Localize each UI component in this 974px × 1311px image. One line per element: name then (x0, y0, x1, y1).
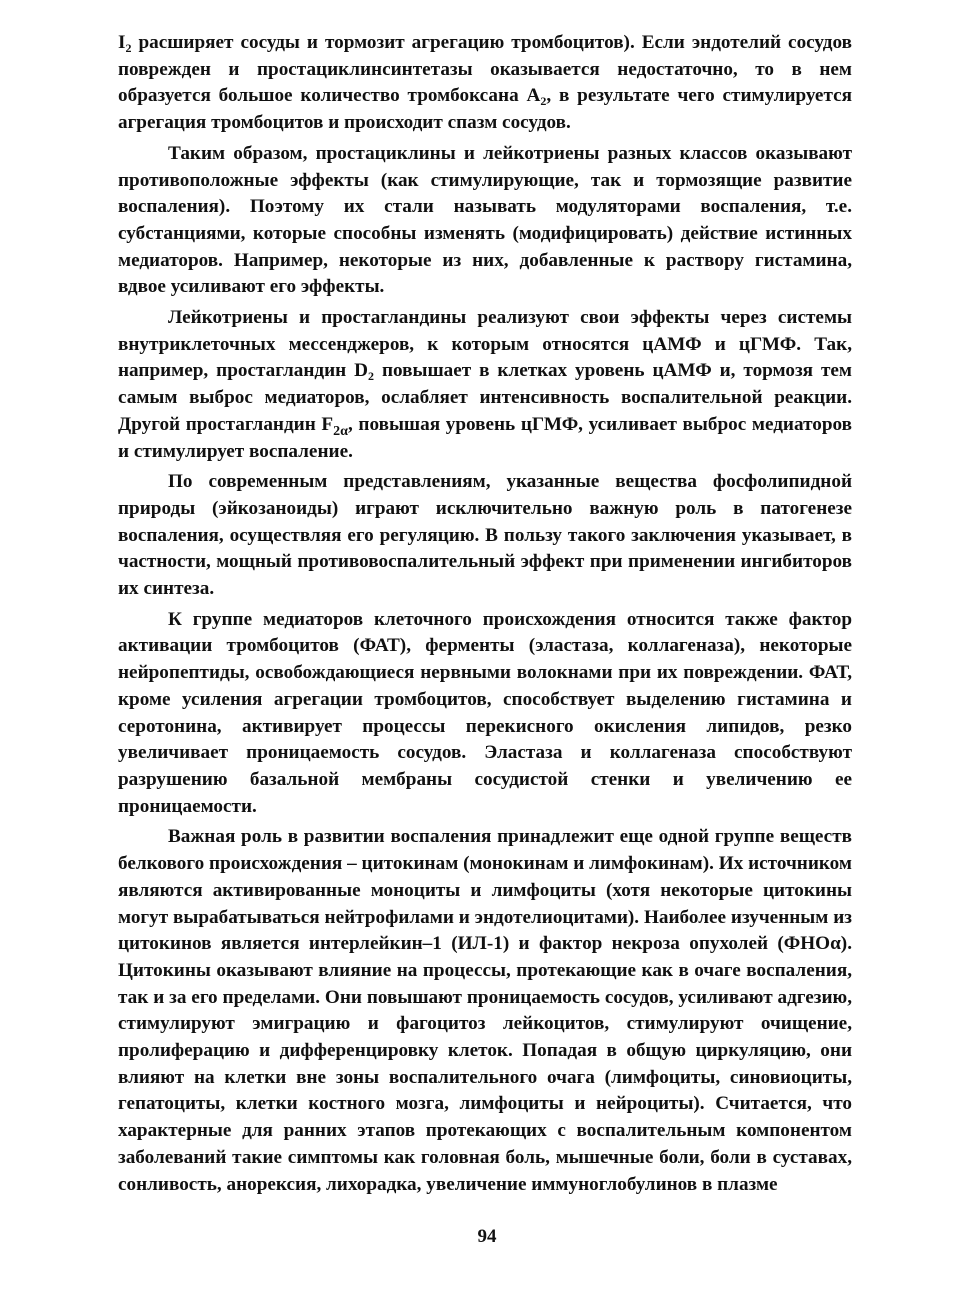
text-span: , повышая уровень цГМФ, усиливает выброс медиаторов и стимулирует воспаление. (118, 413, 852, 462)
text-span: I (118, 32, 126, 53)
paragraph-2: Таким образом, простациклины и лейкотриены разных классов оказывают противоположные эффекты (как стимулирующие, так и тормозящие развитие воспаления). Поэтому их стали называть модуляторами воспаления, т.е. субстанциями, которые способны изменять (модифицировать) действие истинных медиаторов. Например, некоторые из них, добавленные к раствору гистамина, вдвое усиливают его эффекты. (118, 142, 852, 298)
paragraph-1 (118, 30, 852, 137)
text-span: повышает в клетках уровень цАМФ и, тормозя тем самым выброс медиаторов, ослабляет интенсивность воспалительной реакции. Другой простагландин F (118, 360, 852, 435)
text-span: расширяет сосуды и тормозит агрегацию тромбоцитов). Если эндотелий сосудов поврежден и простациклинсинтетазы оказывается недостаточно, то в нем образуется большое количество тромбоксана А (118, 32, 852, 107)
paragraph-4: По современным представлениям, указанные вещества фосфолипидной природы (эйкозаноиды) играют исключительно важную роль в патогенезе воспаления, осуществляя его регуляцию. В пользу такого заключения указывает, в частности, мощный противовоспалительный эффект при применении ингибиторов их синтеза. (118, 471, 852, 600)
text-span: , в результате чего стимулируется агрегация тромбоцитов и происходит спазм сосудов. (118, 85, 852, 134)
subscript: 2α (333, 423, 348, 439)
text-span: Лейкотриены и простагландины реализуют свои эффекты через системы внутриклеточных мессенджеров, к которым относятся цАМФ и цГМФ. Так, например, простагландин D (118, 307, 852, 382)
paragraph-3 (118, 305, 852, 465)
subscript: 2 (540, 94, 547, 109)
page-number: 94 (477, 1226, 497, 1247)
subscript: 2 (368, 369, 375, 384)
paragraph-6: Важная роль в развитии воспаления принадлежит еще одной группе веществ белкового происхождения – цитокинам (монокинам и лимфокинам). Их источником являются активированные моноциты и лимфоциты (хотя некоторые цитокины могут вырабатываться нейтрофилами и эндотелиоцитами). Наиболее изученным из цитокинов является интерлейкин–1 (ИЛ-1) и фактор некроза опухолей (ФНОα). Цитокины оказывают влияние на процессы, протекающие как в очаге воспаления, так и за его пределами. Они повышают проницаемость сосудов, усиливают адгезию, стимулируют эмиграцию и фагоцитоз лейкоцитов, стимулируют очищение, пролиферацию и дифференцировку клеток. Попадая в общую циркуляцию, они влияют на клетки вне зоны воспалительного очага (лимфоциты, синовиоциты, гепатоциты, клетки костного мозга, лимфоциты и нейроциты). Считается, что характерные для ранних этапов протекающих с воспалительным компонентом заболеваний такие симптомы как головная боль, мышечные боли, боли в суставах, сонливость, анорексия, лихорадка, увеличение иммуноглобулинов в плазме (118, 826, 852, 1195)
paragraph-5: К группе медиаторов клеточного происхождения относится также фактор активации тромбоцитов (ФАТ), ферменты (эластаза, коллагеназа), некоторые нейропептиды, освобождающиеся нервными волокнами при их повреждении. ФАТ, кроме усиления агрегации тромбоцитов, способствует выделению гистамина и серотонина, активирует процессы перекисного окисления липидов, резко увеличивает проницаемость сосудов. Эластаза и коллагеназа способствуют разрушению базальной мембраны сосудистой стенки и увеличению ее проницаемости. (118, 608, 852, 817)
subscript: 2 (125, 41, 132, 55)
page-body (118, 30, 852, 1202)
